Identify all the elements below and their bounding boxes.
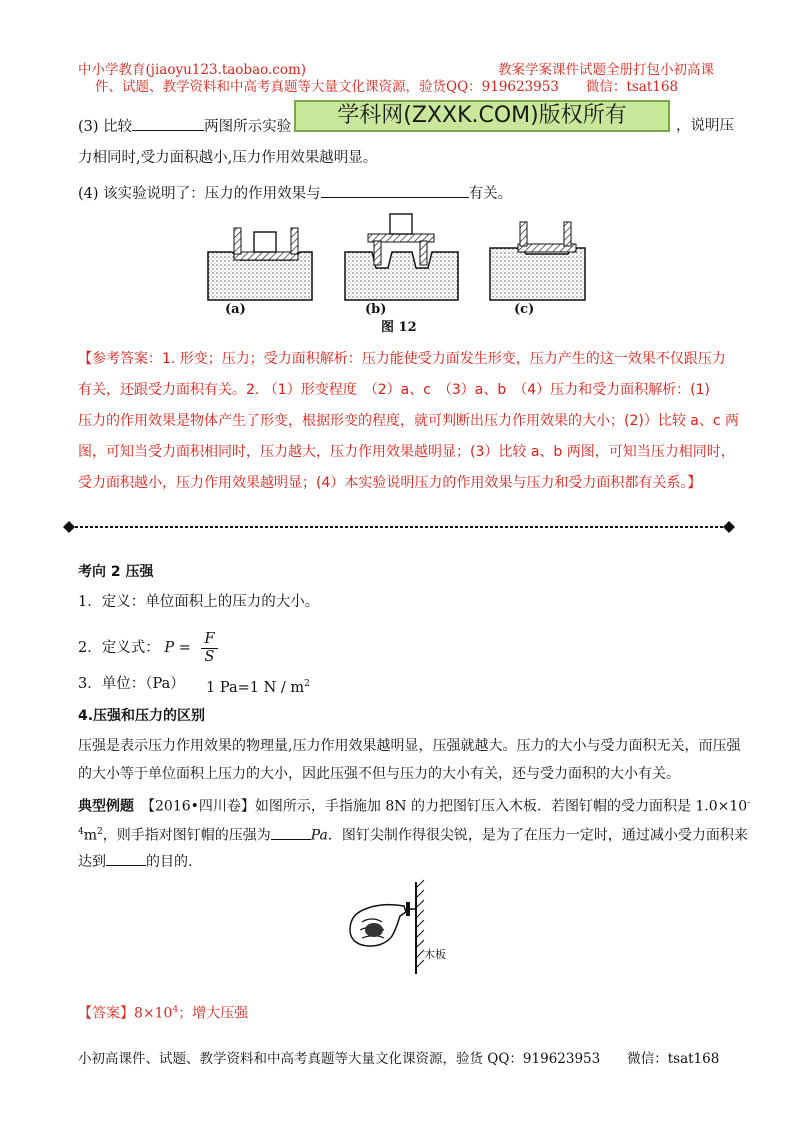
figure-c — [490, 222, 585, 300]
answer-line-5: 受力面积越小，压力作用效果越明显；(4）本实验说明压力的作用效果与压力和受力面积都有关系。】 — [78, 475, 702, 491]
figure-label-a: (a) — [225, 302, 246, 317]
header-line2: 件、试题、教学资料和中高考真题等大量文化课资源，验货QQ：919623953 微信：tsat168 — [95, 79, 679, 95]
q4-blank — [321, 183, 469, 198]
example-line-3: 达到 的目的. — [78, 851, 192, 872]
difference-line-1: 压强是表示压力作用效果的物理量,压力作用效果越明显，压强就越大。压力的大小与受力面积无关，而压强 — [78, 738, 741, 754]
q4-line: (4) 该实验说明了：压力的作用效果与 有关。 — [78, 183, 512, 204]
difference-line-2: 的大小等于单位面积上压力的大小，因此压强不但与压力的大小有关，还与受力面积的大小有关。 — [78, 766, 680, 782]
footer-text: 小初高课件、试题、教学资料和中高考真题等大量文化课资源，验货 QQ：919623953 微信：tsat168 — [78, 1051, 720, 1067]
q3-line1-end: ，说明压 — [676, 118, 734, 134]
answer-line-1: 【参考答案：1. 形变；压力；受力面积解析：压力能使受力面发生形变，压力产生的这一效果不仅跟压力 — [78, 351, 726, 367]
q3-line1: (3) 比较 两图所示实验 — [78, 116, 291, 137]
figure-caption: 图 12 — [381, 320, 417, 335]
answer-line-2: 有关，还跟受力面积有关。2. （1）形变程度 （2）a、c （3）a、b （4）压力和受力面积解析：(1) — [78, 382, 711, 398]
pressure-blank — [271, 825, 311, 840]
answer-line-4: 图，可知当受力面积相同时，压力越大，压力作用效果越明显；(3）比较 a、b 两图，可知当压力相同时， — [78, 444, 735, 460]
definition-line: 1．定义：单位面积上的压力的大小。 — [78, 594, 320, 610]
figure-label-c: (c) — [514, 302, 535, 317]
unit-value: 1 Pa=1 N / $m^2$ — [206, 679, 310, 696]
unit-label: 3．单位：（Pa） — [78, 676, 185, 692]
header-right-line1: 教案学案课件试题全册打包小初高课 — [498, 62, 714, 78]
header-left-line1: 中小学教育(jiaoyu123.taobao.com) — [78, 62, 307, 78]
q3-line2: 力相同时,受力面积越小,压力作用效果越明显。 — [78, 150, 378, 166]
example-line-2: $^4m^2$，则手指对图钉帽的压强为 Pa．图钉尖制作得很尖锐，是为了在压力一定时，通过减小受力面积来 — [78, 822, 748, 846]
pressure-formula: $\frac{F}{S}$ — [201, 631, 217, 666]
board-label: 木板 — [424, 948, 446, 961]
example-line-1: 典型例题 【2016•四川卷】如图所示，手指施加 8N 的力把图钉压入木板．若图钉帽的受力面积是 1.0×10- — [78, 798, 751, 815]
answer-line-3: 压力的作用效果是物体产生了形变，根据形变的程度，就可判断出压力作用效果的大小；(2)）比较 a、c 两 — [78, 413, 740, 429]
figure-a — [208, 228, 312, 300]
q3-blank — [132, 116, 204, 131]
thumbtack-figure — [340, 878, 460, 978]
copyright-watermark: 学科网(ZXXK.COM)版权所有 — [294, 100, 670, 132]
example-answer: 【答案】$8\times 10^4$；增大压强 — [78, 1005, 249, 1022]
figure-label-b: (b) — [365, 302, 387, 317]
difference-title: 4.压强和压力的区别 — [78, 708, 206, 724]
section-divider — [62, 520, 736, 534]
section-title: 考向 2 压强 — [78, 564, 154, 580]
formula-line: 2．定义式： P = $\frac{F}{S}$ — [78, 628, 218, 668]
purpose-blank — [106, 851, 146, 866]
figure-b — [345, 214, 458, 300]
